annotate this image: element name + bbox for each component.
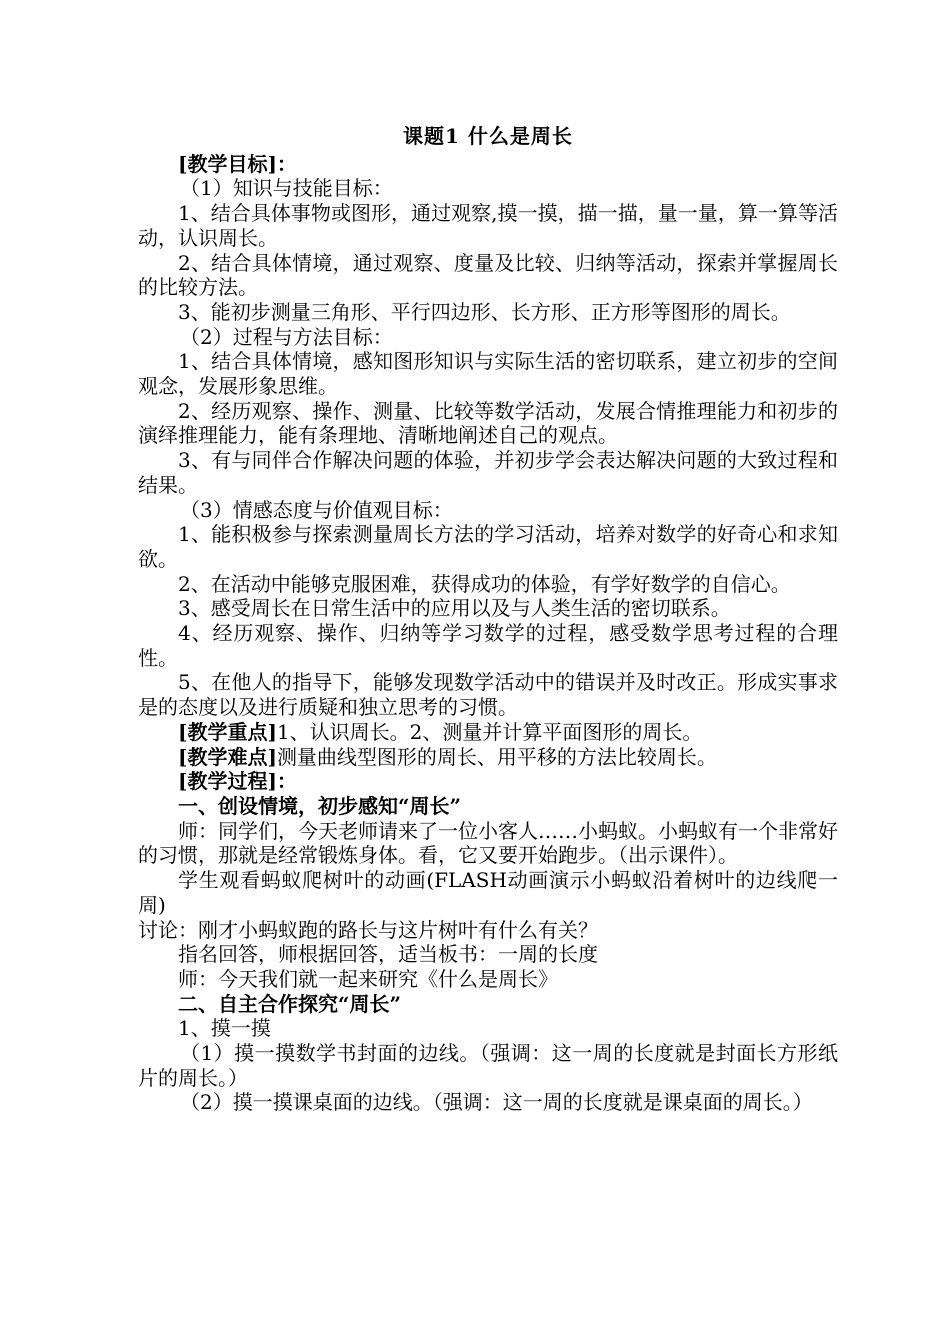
section2-heading: 二、自主合作探究“周长”: [178, 991, 402, 1016]
process-item: 2、经历观察、操作、测量、比较等数学活动，发展合情推理能力和初步的演绎推理能力，能有条理地、清晰地阐述自己的观点。: [138, 398, 838, 448]
key-point-text: 1、认识周长。2、测量并计算平面图形的周长。: [276, 719, 703, 744]
document-page: [138, 124, 838, 1115]
knowledge-heading: （1）知识与技能目标：: [180, 176, 393, 201]
attitude-item: 3、感受周长在日常生活中的应用以及与人类生活的密切联系。: [178, 596, 731, 621]
key-point: [138, 720, 838, 745]
attitude-heading: （3）情感态度与价值观目标：: [180, 497, 453, 522]
section1-paragraph: 师：今天我们就一起来研究《什么是周长》: [178, 966, 558, 991]
difficulty: [138, 745, 838, 770]
key-point-label: [教学重点]: [178, 719, 277, 744]
process-item: 1、结合具体情境，感知图形知识与实际生活的密切联系，建立初步的空间观念，发展形象思维。: [138, 349, 838, 399]
section1-heading: 一、创设情境，初步感知“周长”: [178, 793, 462, 818]
attitude-item: 2、在活动中能够克服困难，获得成功的体验，有学好数学的自信心。: [178, 571, 791, 596]
attitude-item: 5、在他人的指导下，能够发现数学活动中的错误并及时改正。形成实事求是的态度以及进行质疑和独立思考的习惯。: [138, 670, 838, 720]
section2-item: （1）摸一摸数学书封面的边线。（强调：这一周的长度就是封面长方形纸片的周长。）: [138, 1041, 838, 1090]
difficulty-label: [教学难点]: [178, 744, 277, 769]
knowledge-item: 2、结合具体情境，通过观察、度量及比较、归纳等活动，探索并掌握周长的比较方法。: [138, 250, 838, 300]
process-heading: （2）过程与方法目标：: [180, 324, 393, 349]
knowledge-item: 1、结合具体事物或图形，通过观察,摸一摸，描一描，量一量，算一算等活动，认识周长。: [138, 201, 838, 250]
section2-step: 1、摸一摸: [178, 1016, 271, 1041]
objectives-heading: [教学目标]：: [178, 151, 297, 176]
attitude-item: 1、能积极参与探索测量周长方法的学习活动，培养对数学的好奇心和求知欲。: [138, 522, 838, 571]
knowledge-item: 3、能初步测量三角形、平行四边形、长方形、正方形等图形的周长。: [178, 299, 791, 324]
attitude-item: 4、经历观察、操作、归纳等学习数学的过程，感受数学思考过程的合理性。: [138, 621, 838, 670]
section1-paragraph: 师：同学们，今天老师请来了一位小客人……小蚂蚁。小蚂蚁有一个非常好的习惯，那就是经常锻炼身体。看，它又要开始跑步。（出示课件）。: [138, 818, 838, 868]
lesson-title: 课题1 什么是周长: [403, 124, 573, 148]
section1-discussion: 讨论：刚才小蚂蚁跑的路长与这片树叶有什么有关？: [138, 917, 598, 942]
section1-paragraph: 指名回答，师根据回答，适当板书：一周的长度: [178, 942, 598, 967]
process-section-heading: [教学过程]：: [178, 769, 297, 794]
section1-paragraph: 学生观看蚂蚁爬树叶的动画(FLASH动画演示小蚂蚁沿着树叶的边线爬一周): [138, 868, 838, 917]
section2-item: （2）摸一摸课桌面的边线。（强调：这一周的长度就是课桌面的周长。）: [180, 1090, 813, 1115]
process-item: 3、有与同伴合作解决问题的体验，并初步学会表达解决问题的大致过程和结果。: [138, 448, 838, 497]
difficulty-text: 测量曲线型图形的周长、用平移的方法比较周长。: [276, 744, 717, 769]
